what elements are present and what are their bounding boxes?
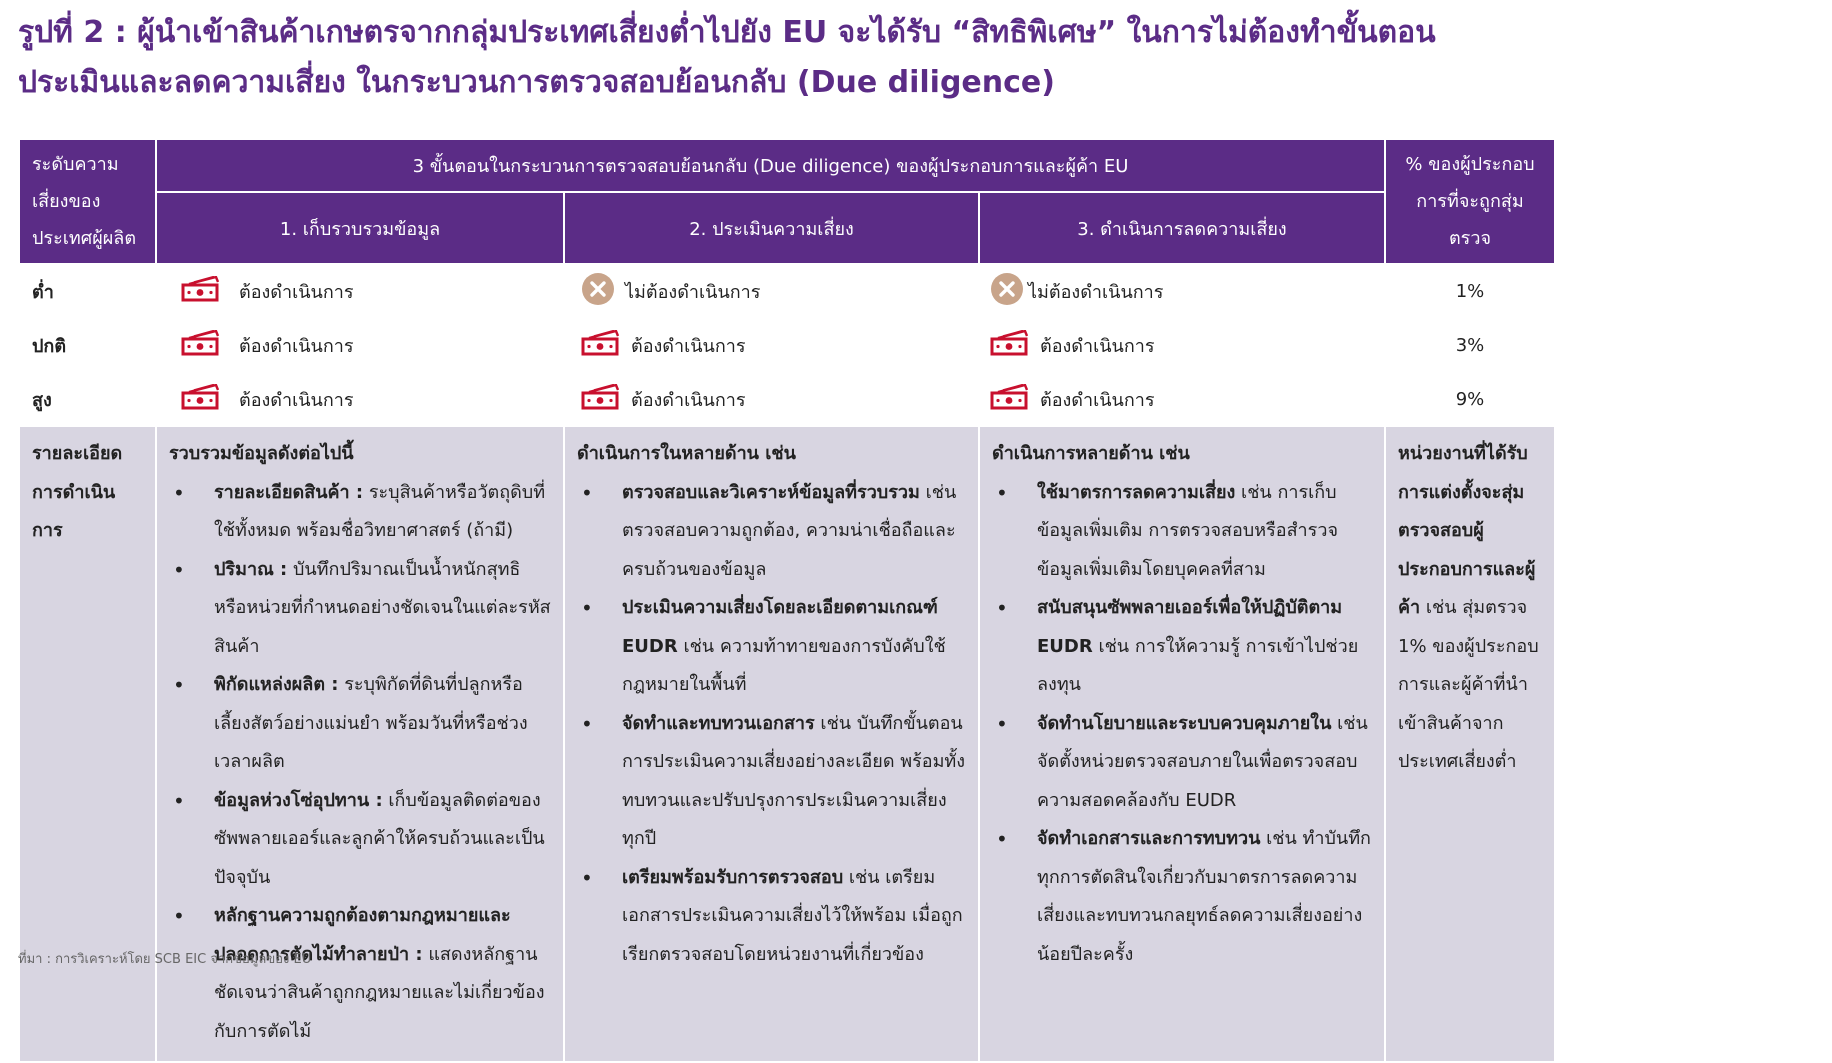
item-bold: จัดทำและทบทวนเอกสาร bbox=[622, 712, 815, 734]
detail-heading: ดำเนินการหลายด้าน เช่น bbox=[992, 443, 1190, 464]
item-bold: หลักฐานความถูกต้องตามกฎหมายและปลอดการตัดไม้ทำลายป่า : bbox=[214, 905, 511, 965]
detail-list bbox=[992, 474, 1372, 975]
money-icon bbox=[581, 384, 621, 415]
money-icon bbox=[990, 330, 1030, 361]
item-text: ระบุสินค้าหรือวัตถุดิบที่ใช้ทั้งหมด พร้อมชื่อวิทยาศาสตร์ (ถ้ามี) bbox=[214, 481, 546, 541]
table-row bbox=[19, 318, 1555, 372]
status-text: ต้องดำเนินการ bbox=[631, 335, 746, 357]
detail-heading: รวบรวมข้อมูลดังต่อไปนี้ bbox=[169, 443, 354, 464]
header-step-3: 3. ดำเนินการลดความเสี่ยง bbox=[979, 192, 1385, 264]
step-1-cell bbox=[156, 318, 564, 372]
header-step-2: 2. ประเมินความเสี่ยง bbox=[564, 192, 979, 264]
list-item bbox=[169, 666, 551, 782]
item-bold: สนับสนุนซัพพลายเออร์เพื่อให้ปฏิบัติตาม EUDR bbox=[1037, 597, 1343, 657]
item-bold: เตรียมพร้อมรับการตรวจสอบ bbox=[622, 866, 844, 888]
detail-list bbox=[577, 474, 966, 975]
detail-label-text: รายละเอียดการดำเนินการ bbox=[32, 443, 123, 541]
step-3-cell bbox=[979, 318, 1385, 372]
item-text: เช่น ความท้าทายของการบังคับใช้กฎหมายในพื้นที่ bbox=[622, 635, 946, 695]
item-text: เช่น บันทึกขั้นตอนการประเมินความเสี่ยงอย่างละเอียด พร้อมทั้งทบทวนและปรับปรุงการประเมินความเสี่ยงทุกปี bbox=[622, 712, 966, 849]
header-step-1: 1. เก็บรวบรวมข้อมูล bbox=[156, 192, 564, 264]
list-item bbox=[169, 782, 551, 898]
status-text: ต้องดำเนินการ bbox=[1040, 335, 1155, 357]
item-text: เช่น จัดตั้งหน่วยตรวจสอบภายในเพื่อตรวจสอบความสอดคล้องกับ EUDR bbox=[1037, 712, 1368, 811]
status-text: ต้องดำเนินการ bbox=[239, 335, 354, 357]
table-row bbox=[19, 372, 1555, 426]
x-circle-icon bbox=[581, 272, 615, 311]
list-item bbox=[577, 474, 966, 590]
list-item bbox=[992, 705, 1372, 821]
percent-cell: 3% bbox=[1385, 318, 1555, 372]
due-diligence-table bbox=[18, 138, 1556, 1063]
table-row bbox=[19, 264, 1555, 318]
item-bold: ปริมาณ : bbox=[214, 558, 288, 580]
detail-percent-bold: หน่วยงานที่ได้รับการแต่งตั้งจะสุ่มตรวจสอบผู้ประกอบการและผู้ค้า bbox=[1398, 443, 1536, 618]
list-item bbox=[169, 551, 551, 667]
step-2-cell bbox=[564, 372, 979, 426]
step-1-cell bbox=[156, 264, 564, 318]
risk-level-cell: ต่ำ bbox=[19, 264, 156, 318]
step-3-cell bbox=[979, 264, 1385, 318]
detail-percent-text: เช่น สุ่มตรวจ 1% ของผู้ประกอบการและผู้ค้าที่นำเข้าสินค้าจากประเทศเสี่ยงต่ำ bbox=[1398, 597, 1539, 772]
item-text: บันทึกปริมาณเป็นน้ำหนักสุทธิหรือหน่วยที่กำหนดอย่างชัดเจนในแต่ละรหัสสินค้า bbox=[214, 558, 551, 657]
item-text: เช่น เตรียมเอกสารประเมินความเสี่ยงไว้ให้พร้อม เมื่อถูกเรียกตรวจสอบโดยหน่วยงานที่เกี่ยวข้อง bbox=[622, 866, 963, 965]
risk-level-cell: ปกติ bbox=[19, 318, 156, 372]
x-circle-icon bbox=[990, 272, 1024, 311]
detail-step-2 bbox=[564, 426, 979, 1062]
percent-cell: 1% bbox=[1385, 264, 1555, 318]
detail-percent bbox=[1385, 426, 1555, 1062]
money-icon bbox=[181, 330, 221, 361]
item-text: เช่น ตรวจสอบความถูกต้อง, ความน่าเชื่อถือและครบถ้วนของข้อมูล bbox=[622, 481, 957, 580]
status-text: ต้องดำเนินการ bbox=[239, 281, 354, 303]
item-text: เช่น ทำบันทึกทุกการตัดสินใจเกี่ยวกับมาตรการลดความเสี่ยงและทบทวนกลยุทธ์ลดความเสี่ยงอย่างน้อยปีละครั้ง bbox=[1037, 828, 1371, 965]
title-line-2: ประเมินและลดความเสี่ยง ในกระบวนการตรวจสอบย้อนกลับ (Due diligence) bbox=[18, 65, 1055, 100]
money-icon bbox=[581, 330, 621, 361]
list-item bbox=[992, 820, 1372, 974]
list-item bbox=[577, 589, 966, 705]
status-text: ไม่ต้องดำเนินการ bbox=[625, 281, 761, 303]
title-line-1: รูปที่ 2 : ผู้นำเข้าสินค้าเกษตรจากกลุ่มประเทศเสี่ยงต่ำไปยัง EU จะได้รับ “สิทธิพิเศษ” ในการไม่ต้องทำขั้นตอน bbox=[18, 15, 1436, 50]
status-text: ต้องดำเนินการ bbox=[239, 389, 354, 411]
list-item bbox=[169, 474, 551, 551]
item-bold: ใช้มาตรการลดความเสี่ยง bbox=[1037, 481, 1236, 503]
item-text: แสดงหลักฐานชัดเจนว่าสินค้าถูกกฎหมายและไม่เกี่ยวข้องกับการตัดไม้ bbox=[214, 943, 545, 1042]
item-bold: ข้อมูลห่วงโซ่อุปทาน : bbox=[214, 789, 383, 811]
status-text: ต้องดำเนินการ bbox=[631, 389, 746, 411]
list-item bbox=[169, 897, 551, 1051]
item-text: เช่น การให้ความรู้ การเข้าไปช่วยลงทุน bbox=[1037, 635, 1359, 695]
item-bold: จัดทำนโยบายและระบบควบคุมภายใน bbox=[1037, 712, 1332, 734]
detail-step-3 bbox=[979, 426, 1385, 1062]
list-item bbox=[992, 474, 1372, 590]
item-bold: พิกัดแหล่งผลิต : bbox=[214, 674, 339, 695]
item-bold: ประเมินความเสี่ยงโดยละเอียดตามเกณฑ์ EUDR bbox=[622, 597, 938, 657]
risk-level-cell: สูง bbox=[19, 372, 156, 426]
money-icon bbox=[181, 384, 221, 415]
item-text: เก็บข้อมูลติดต่อของซัพพลายเออร์และลูกค้าให้ครบถ้วนและเป็นปัจจุบัน bbox=[214, 789, 545, 888]
status-text: ไม่ต้องดำเนินการ bbox=[1028, 281, 1164, 303]
money-icon bbox=[181, 276, 221, 307]
item-bold: จัดทำเอกสารและการทบทวน bbox=[1037, 828, 1261, 849]
item-text: เช่น การเก็บข้อมูลเพิ่มเติม การตรวจสอบหรือสำรวจข้อมูลเพิ่มเติมโดยบุคคลที่สาม bbox=[1037, 481, 1338, 580]
status-text: ต้องดำเนินการ bbox=[1040, 389, 1155, 411]
item-bold: รายละเอียดสินค้า : bbox=[214, 481, 364, 503]
list-item bbox=[992, 589, 1372, 705]
item-text: ระบุพิกัดที่ดินที่ปลูกหรือเลี้ยงสัตว์อย่างแม่นยำ พร้อมวันที่หรือช่วงเวลาผลิต bbox=[214, 674, 528, 772]
percent-cell: 9% bbox=[1385, 372, 1555, 426]
header-steps-title: 3 ขั้นตอนในกระบวนการตรวจสอบย้อนกลับ (Due diligence) ของผู้ประกอบการและผู้ค้า EU bbox=[156, 139, 1385, 192]
step-1-cell bbox=[156, 372, 564, 426]
source-note: ที่มา : การวิเคราะห์โดย SCB EIC จากข้อมูลของ EU bbox=[18, 952, 312, 967]
header-percent: % ของผู้ประกอบการที่จะถูกสุ่มตรวจ bbox=[1385, 139, 1555, 264]
step-3-cell bbox=[979, 372, 1385, 426]
money-icon bbox=[990, 384, 1030, 415]
item-bold: ตรวจสอบและวิเคราะห์ข้อมูลที่รวบรวม bbox=[622, 481, 920, 503]
header-risk-level: ระดับความเสี่ยงของประเทศผู้ผลิต bbox=[19, 139, 156, 264]
list-item bbox=[577, 859, 966, 975]
page-title bbox=[18, 8, 1818, 108]
list-item bbox=[577, 705, 966, 859]
step-2-cell bbox=[564, 264, 979, 318]
step-2-cell bbox=[564, 318, 979, 372]
detail-heading: ดำเนินการในหลายด้าน เช่น bbox=[577, 443, 796, 464]
